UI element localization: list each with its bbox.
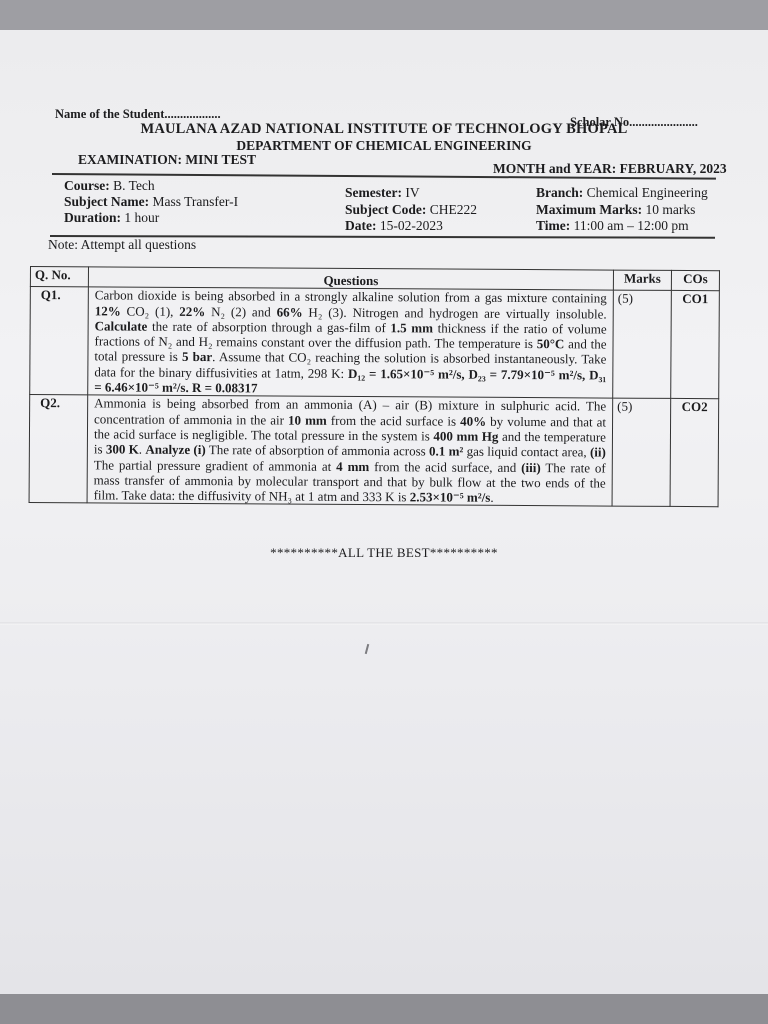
course-value: B. Tech: [113, 178, 155, 193]
subject-code-value: CHE222: [429, 202, 477, 217]
header-cos: COs: [671, 270, 719, 291]
q2-text-2: from the acid surface is: [326, 412, 461, 429]
subject-label: Subject Name:: [64, 194, 150, 209]
duration-info: [64, 210, 159, 226]
q2-text-4: and the temperature is: [93, 428, 607, 457]
course-info: [64, 178, 155, 194]
q2-text-5: .: [138, 441, 146, 457]
table-row: [30, 287, 720, 399]
duration-value: 1 hour: [124, 210, 160, 225]
semester-label: Semester:: [345, 185, 402, 200]
exam-paper: [0, 30, 768, 994]
header-qno: Q. No.: [30, 267, 88, 288]
q1-text-3: N₂ (2) and: [205, 303, 277, 320]
max-marks-value: 10 marks: [645, 202, 696, 217]
time-label: Time:: [536, 218, 571, 233]
question-number: Q1.: [30, 287, 89, 395]
q1-text-2: CO₂ (1),: [120, 303, 180, 319]
q1-bold-3: 66%: [276, 304, 303, 320]
q2-text-11: .: [490, 489, 494, 505]
max-marks-label: Maximum Marks:: [536, 202, 643, 217]
max-marks-info: [536, 202, 695, 218]
subject-info: [64, 194, 238, 210]
question-number: Q2.: [29, 395, 88, 503]
q2-text-6: The rate of absorption of ammonia across: [205, 442, 430, 459]
q1-bold-5: 1.5 mm: [390, 320, 434, 336]
semester-info: [345, 185, 420, 201]
q1-text-4: H₂ (3). Nitrogen and hydrogen are virtually insoluble.: [302, 304, 607, 322]
question-text: [88, 287, 614, 398]
branch-info: [536, 185, 708, 201]
date-value: 15-02-2023: [379, 218, 443, 233]
questions-table: [29, 266, 720, 508]
student-name-field: Name of the Student..................: [55, 107, 221, 121]
q1-bold-1: 12%: [94, 302, 121, 319]
q1-text-8: . Assume that CO₂ reaching the solution is absorbed instantaneously. Take data for the binary diffusivities at 1atm, 298 K:: [94, 349, 607, 381]
q2-bold-2: 40%: [460, 413, 487, 429]
scholar-no-field: Scholar No......................: [570, 115, 698, 129]
header-marks: Marks: [613, 270, 671, 291]
q2-bold-4: 300 K: [105, 441, 139, 457]
q2-text-1: Ammonia is being absorbed from an ammonia (A) – air (B) mixture in sulphuric acid. The concentration of ammonia in the air: [94, 395, 607, 428]
semester-value: IV: [405, 185, 420, 200]
subject-code-label: Subject Code:: [345, 202, 427, 217]
q2-bold-8: 4 mm: [336, 458, 370, 474]
paper-fold: [0, 622, 768, 625]
q2-text-10: The rate of mass transfer of ammonia by molecular transport and that by bulk flow at the two ends of the film. Take data: the diffusivity of NH₃ at 1 atm and 333 K is: [93, 459, 606, 505]
question-marks: (5): [613, 290, 672, 398]
q2-bold-10: 2.53×10⁻⁵ m²/s: [409, 489, 491, 505]
branch-label: Branch:: [536, 185, 584, 200]
question-co: CO1: [671, 291, 720, 399]
q1-bold-6: 50°C: [536, 336, 565, 352]
q1-text-7: and the total pressure is: [94, 336, 607, 365]
q2-text-7: gas liquid contact area,: [463, 443, 591, 460]
institute-title: MAULANA AZAD NATIONAL INSTITUTE OF TECHNOLOGY BHOPAL: [140, 121, 628, 137]
course-label: Course:: [64, 178, 110, 193]
q2-bold-3: 400 mm Hg: [433, 428, 499, 444]
q1-bold-2: 22%: [179, 303, 206, 319]
footer-text: **********ALL THE BEST**********: [270, 545, 498, 560]
date-info: [345, 218, 443, 234]
q2-text-8: The partial pressure gradient of ammonia at: [93, 456, 337, 474]
subject-value: Mass Transfer-I: [152, 194, 239, 209]
q1-bold-4: Calculate: [94, 318, 148, 334]
scan-background-bottom: [0, 994, 768, 1024]
scan-background-top: [0, 0, 768, 30]
q2-bold-5: Analyze (i): [145, 441, 206, 458]
question-co: CO2: [670, 399, 719, 507]
q1-text-6: thickness if the ratio of volume fractions of N₂ and H₂ remains constant over the diffusion path. The temperature is: [94, 320, 607, 352]
branch-value: Chemical Engineering: [586, 185, 708, 200]
department-title: DEPARTMENT OF CHEMICAL ENGINEERING: [236, 138, 532, 153]
q2-text-3: by volume and that at the acid surface is negligible. The total pressure in the system is: [93, 413, 607, 444]
q2-bold-6: 0.1 m²: [429, 443, 464, 459]
time-info: [536, 218, 689, 234]
q2-text-9: from the acid surface, and: [369, 458, 522, 475]
date-label: Date:: [345, 218, 377, 233]
question-text: [87, 395, 613, 506]
q2-bold-7: (ii): [589, 444, 606, 460]
q1-bold-7: 5 bar: [181, 349, 213, 365]
time-value: 11:00 am – 12:00 pm: [573, 218, 689, 233]
duration-label: Duration:: [64, 210, 121, 225]
q2-bold-1: 10 mm: [288, 412, 327, 428]
subject-code-info: [345, 202, 477, 218]
q1-text-5: the rate of absorption through a gas-film of: [147, 318, 391, 336]
examination-title: EXAMINATION: MINI TEST: [78, 152, 257, 167]
q1-text-1: Carbon dioxide is being absorbed in a strongly alkaline solution from a gas mixture containing: [94, 287, 607, 306]
note-text: Note: Attempt all questions: [48, 237, 197, 252]
q1-bold-8: D₁₂ = 1.65×10⁻⁵ m²/s, D₂₃ = 7.79×10⁻⁵ m²/s, D₃₁ = 6.46×10⁻⁵ m²/s. R = 0.08317: [94, 365, 607, 396]
q2-bold-9: (iii): [521, 459, 541, 475]
header-questions: Questions: [88, 267, 613, 291]
question-marks: (5): [612, 398, 671, 506]
table-row: [29, 395, 719, 507]
pen-mark: [365, 644, 370, 654]
month-year: MONTH and YEAR: FEBRUARY, 2023: [493, 161, 727, 176]
